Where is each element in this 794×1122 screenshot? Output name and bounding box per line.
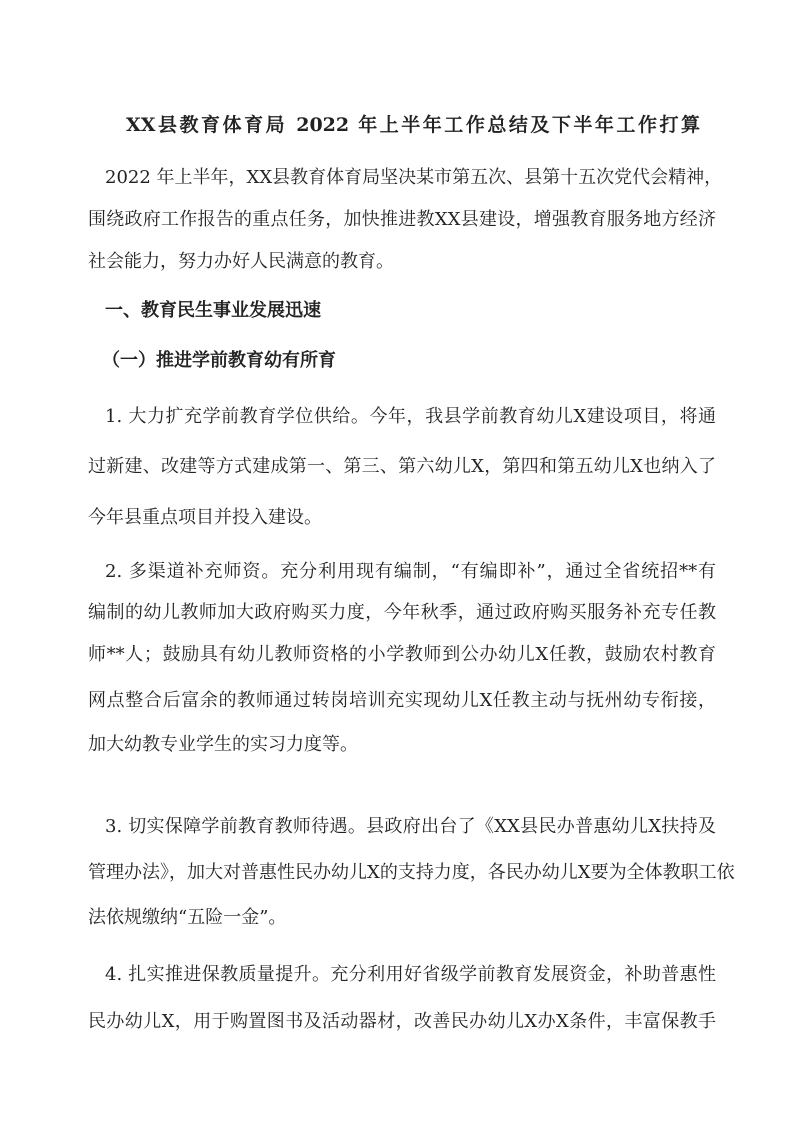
text-line: 今年县重点项目并投入建设。 — [88, 507, 322, 528]
text-line: 社会能力，努力办好人民满意的教育。 — [88, 251, 394, 272]
text-line: 师**人；鼓励具有幼儿教师资格的小学教师到公办幼儿X任教，鼓励农村教育 — [88, 644, 716, 665]
text-line: 围绕政府工作报告的重点任务，加快推进教XX县建设，增强教育服务地方经济 — [88, 209, 716, 230]
text-line: 过新建、改建等方式建成第一、第三、第六幼儿X，第四和第五幼儿X也纳入了 — [88, 456, 716, 477]
text-line: 编制的幼儿教师加大政府购买力度，今年秋季，通过政府购买服务补充专任教 — [88, 602, 716, 623]
text-line: 2. 多渠道补充师资。充分利用现有编制，“有编即补”，通过全省统招**有 — [105, 561, 716, 582]
text-line: 3. 切实保障学前教育教师待遇。县政府出台了《XX县民办普惠幼儿X扶持及 — [105, 816, 716, 837]
subsection-heading: （一）推进学前教育幼有所育 — [102, 350, 336, 371]
text-line: 法依规缴纳“五险一金”。 — [88, 907, 287, 928]
document-title: XX县教育体育局 2022 年上半年工作总结及下半年工作打算 — [126, 114, 700, 136]
text-line: 加大幼教专业学生的实习力度等。 — [88, 734, 358, 755]
text-line: 管理办法》，加大对普惠性民办幼儿X的支持力度，各民办幼儿X要为全体教职工依 — [88, 862, 735, 883]
text-line: 4. 扎实推进保教质量提升。充分利用好省级学前教育发展资金，补助普惠性 — [105, 964, 716, 985]
text-line: 2022 年上半年，XX县教育体育局坚决某市第五次、县第十五次党代会精神， — [105, 167, 723, 188]
text-line: 1. 大力扩充学前教育学位供给。今年，我县学前教育幼儿X建设项目，将通 — [105, 406, 716, 427]
text-line: 民办幼儿X，用于购置图书及活动器材，改善民办幼儿X办X条件，丰富保教手 — [88, 1011, 716, 1032]
text-line: 网点整合后富余的教师通过转岗培训充实现幼儿X任教主动与抚州幼专衔接， — [88, 690, 716, 711]
section-heading: 一、教育民生事业发展迅速 — [105, 300, 321, 321]
